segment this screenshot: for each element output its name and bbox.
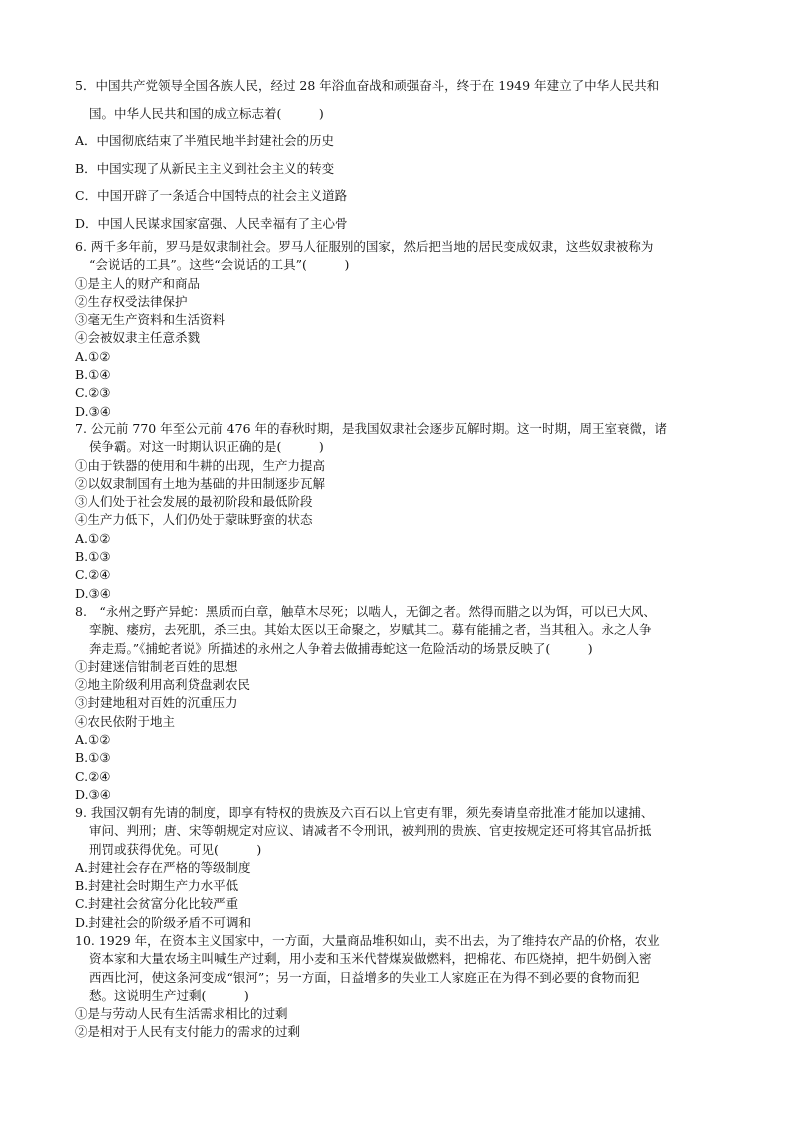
question-stem: 国。中华人民共和国的成立标志着( ) [89, 105, 324, 121]
question-stem: 5．中国共产党领导全国各族人民，经过 28 年浴血奋战和顽强奋斗，终于在 1949 年建立了中华人民共和 [75, 78, 660, 93]
answer-option-c: C.②④ [75, 567, 111, 583]
answer-option-a: A.①② [75, 348, 111, 364]
question-stem: 审问、判刑；唐、宋等朝规定对应议、请减者不令刑讯，被判刑的贵族、官吏按规定还可将其官品折抵 [89, 823, 652, 839]
statement-4: ④生产力低下，人们仍处于蒙昧野蛮的状态 [75, 512, 313, 528]
statement-2: ②是相对于人民有支付能力的需求的过剩 [75, 1024, 301, 1040]
question-stem: 8. “永州之野产异蛇：黑质而白章，触草木尽死；以啮人，无御之者。然得而腊之以为饵，可以已大风、 [75, 604, 656, 619]
question-stem: 10. 1929 年，在资本主义国家中，一方面，大量商品堆积如山，卖不出去，为了维持农产品的价格，农业 [75, 933, 660, 948]
question-stem: 西西比河，使这条河变成“银河”；另一方面，日益增多的失业工人家庭正在为得不到必要的食物而犯 [89, 969, 640, 985]
answer-option-d: D．中国人民谋求国家富强、人民幸福有了主心骨 [75, 215, 348, 231]
question-stem: 9. 我国汉朝有先请的制度，即享有特权的贵族及六百石以上官吏有罪，须先奏请皇帝批准才能加以逮捕、 [75, 805, 654, 820]
answer-option-b: B.①③ [75, 549, 111, 565]
question-8 [75, 603, 735, 804]
statement-4: ④会被奴隶主任意杀戮 [75, 330, 201, 346]
answer-option-b: B．中国实现了从新民主主义到社会主义的转变 [75, 160, 335, 176]
answer-option-c: C.②③ [75, 385, 111, 401]
statement-1: ①由于铁器的使用和牛耕的出现，生产力提高 [75, 457, 326, 473]
answer-option-a: A.封建社会存在严格的等级制度 [75, 859, 251, 875]
question-stem: 6. 两千多年前，罗马是奴隶制社会。罗马人征服别的国家，然后把当地的居民变成奴隶，这些奴隶被称为 [75, 239, 654, 254]
answer-option-d: D.③④ [75, 786, 111, 802]
question-9 [75, 804, 735, 932]
answer-option-b: B.封建社会时期生产力水平低 [75, 878, 239, 894]
answer-option-b: B.①③ [75, 750, 111, 766]
statement-2: ②以奴隶制国有土地为基础的井田制逐步瓦解 [75, 475, 326, 491]
question-stem: 挛腕、瘘疠，去死肌，杀三虫。其始太医以王命聚之，岁赋其二。募有能捕之者，当其租入。永之人争 [89, 622, 652, 638]
statement-1: ①是与劳动人民有生活需求相比的过剩 [75, 1006, 288, 1022]
answer-option-b: B.①④ [75, 367, 111, 383]
question-stem: 刑罚或获得优免。可见( ) [89, 841, 262, 857]
statement-1: ①是主人的财产和商品 [75, 275, 201, 291]
answer-option-c: C.封建社会贫富分化比较严重 [75, 896, 239, 912]
question-stem: 愁。这说明生产过剩( ) [89, 987, 249, 1003]
answer-option-c: C.②④ [75, 768, 111, 784]
statement-3: ③毫无生产资料和生活资料 [75, 312, 226, 328]
statement-4: ④农民依附于地主 [75, 713, 176, 729]
statement-2: ②地主阶级利用高利贷盘剥农民 [75, 677, 251, 693]
statement-3: ③封建地租对百姓的沉重压力 [75, 695, 238, 711]
question-stem: “会说话的工具”。这些“会说话的工具”( ) [89, 257, 350, 273]
answer-option-d: D.③④ [75, 403, 111, 419]
answer-option-a: A.①② [75, 732, 111, 748]
answer-option-d: D.封建社会的阶级矛盾不可调和 [75, 914, 252, 930]
answer-option-d: D.③④ [75, 585, 111, 601]
statement-3: ③人们处于社会发展的最初阶段和最低阶段 [75, 494, 313, 510]
question-6 [75, 238, 735, 421]
question-5 [75, 76, 735, 241]
question-stem: 奔走焉。”《捕蛇者说》所描述的永州之人争着去做捕毒蛇这一危险活动的场景反映了( ) [89, 640, 593, 656]
answer-option-c: C．中国开辟了一条适合中国特点的社会主义道路 [75, 188, 348, 203]
question-stem: 7. 公元前 770 年至公元前 476 年的春秋时期，是我国奴隶社会逐步瓦解时期。这一时期，周王室衰微，诸 [75, 421, 668, 436]
statement-2: ②生存权受法律保护 [75, 293, 188, 309]
question-stem: 侯争霸。对这一时期认识正确的是( ) [89, 439, 324, 455]
answer-option-a: A．中国彻底结束了半殖民地半封建社会的历史 [75, 133, 335, 148]
answer-option-a: A.①② [75, 530, 111, 546]
question-7 [75, 420, 735, 603]
statement-1: ①封建迷信钳制老百姓的思想 [75, 658, 238, 674]
question-stem: 资本家和大量农场主叫喊生产过剩，用小麦和玉米代替煤炭做燃料，把棉花、布匹烧掉，把牛奶倒入密 [89, 951, 652, 967]
question-10 [75, 932, 735, 1042]
